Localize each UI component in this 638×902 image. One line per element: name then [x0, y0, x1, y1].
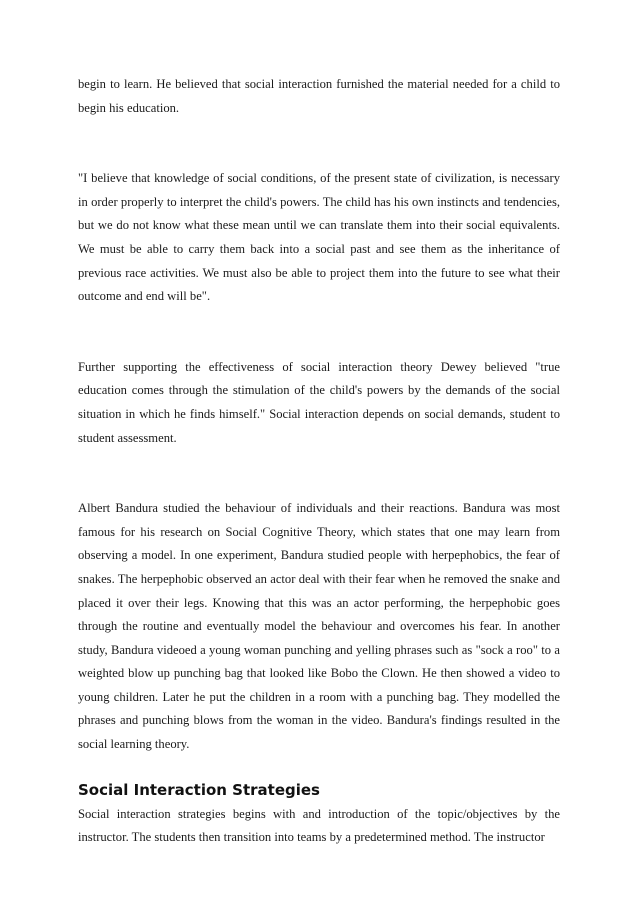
section-heading: Social Interaction Strategies: [78, 780, 320, 799]
paragraph-strategies: Social interaction strategies begins with and introduction of the topic/objectives by the instructor. The students then transition into teams by a predetermined method. The instructor: [78, 806, 560, 845]
paragraph-spacer: [78, 120, 560, 167]
document-page: [78, 73, 560, 850]
paragraph-dewey-intro: begin to learn. He believed that social interaction furnished the material needed for a child to begin his education.: [78, 77, 560, 115]
paragraph-bandura: Albert Bandura studied the behaviour of individuals and their reactions. Bandura was most famous for his research on Social Cognitive Theory, which states that one may learn from observing a model. In one experiment, Bandura studied people with herpephobics, the fear of snakes. The herpephobic observed an actor deal with their fear when he removed the snake and placed it over their legs. Knowing that this was an actor performing, the herpephobic goes through the routine and eventually model the behaviour and overcomes his fear. In another study, Bandura videoed a young woman punching and yelling phrases such as "sock a roo" to a weighted blow up punching bag that looked like Bobo the Clown. He then showed a video to young children. Later he put the children in a room with a punching bag. They modelled the phrases and punching blows from the woman in the video. Bandura's findings resulted in the social learning theory.: [78, 501, 560, 752]
paragraph-spacer: [78, 309, 560, 356]
paragraph-dewey-quote: "I believe that knowledge of social conditions, of the present state of civilization, is necessary in order properly to interpret the child's powers. The child has his own instincts and tendencies, but we do not know what these mean until we can translate them into their social equivalents. We must be able to carry them back into a social past and see them as the inheritance of previous race activities. We must also be able to project them into the future to see what their outcome and end will be".: [78, 171, 560, 304]
paragraph-spacer: [78, 450, 560, 497]
paragraph-dewey-support: Further supporting the effectiveness of social interaction theory Dewey believed "true education comes through the stimulation of the child's powers by the demands of the social situation in which he finds himself." Social interaction depends on social demands, student to student assessment.: [78, 359, 560, 445]
